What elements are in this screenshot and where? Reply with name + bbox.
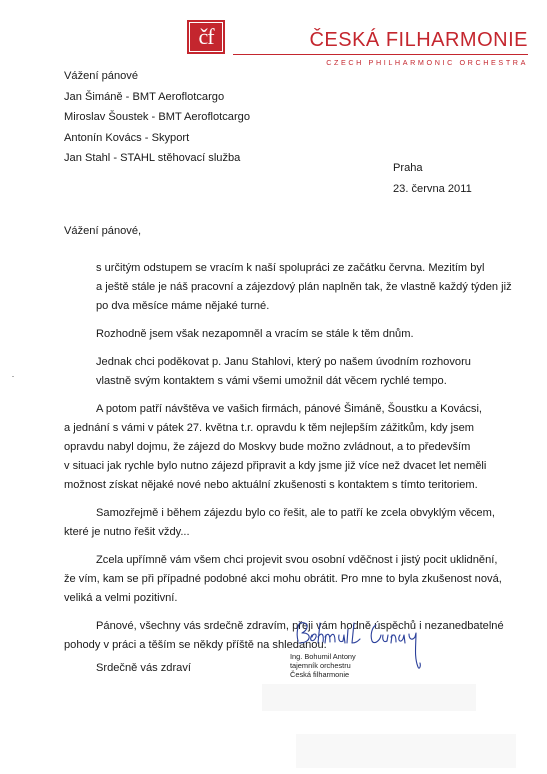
body-line: A potom patří návštěva ve vašich firmách, pánové Šimáně, Šoustku a Kovácsi, <box>96 403 483 415</box>
recipient-line: Antonín Kovács - Skyport <box>64 131 190 144</box>
scan-artifact <box>262 684 476 711</box>
body-line: možnost získat nějaké nové nebo aktuální zkušenosti s kontaktem s tímto teritoriem. <box>64 479 478 491</box>
body-line: Zcela upřímně vám všem chci projevit svou osobní vděčnost i jistý pocit uklidnění, <box>96 554 498 566</box>
scan-artifact <box>296 734 516 768</box>
paragraph <box>96 259 512 316</box>
recipient-block <box>64 66 250 169</box>
signatory-name: Ing. Bohumil Antony <box>290 652 356 661</box>
place-date-block <box>393 158 472 200</box>
body-line: a ještě stále je náš pracovní a zájezdový plán naplněn tak, že vlastně každý týden již <box>96 281 512 293</box>
paragraph <box>64 504 512 542</box>
body-line: že vím, kam se při případné podobné akci mohu obrátit. Pro mne to byla zkušenost nová, <box>64 573 502 585</box>
paragraph <box>96 325 512 344</box>
body-line: po dva měsíce máme nějaké turné. <box>96 300 270 312</box>
paragraph <box>96 353 512 391</box>
signatory-org: Česká filharmonie <box>290 670 350 679</box>
body-line: Samozřejmě i během zájezdu bylo co řešit, ale to patří ke zcela obvyklým věcem, <box>96 507 495 519</box>
recipient-line: Vážení pánové <box>64 70 139 82</box>
body-line: Rozhodně jsem však nezapomněl a vracím se stále k těm dnům. <box>96 328 414 340</box>
date: 23. června 2011 <box>393 183 472 195</box>
body-line: v situaci jak rychle bylo nutno zájezd připravit a kdy jsme již více než dvacet let neměli <box>64 460 487 472</box>
recipient-line: Jan Stahl - STAHL stěhovací služba <box>64 152 241 165</box>
paragraph <box>64 400 512 495</box>
salutation: Vážení pánové, <box>64 225 142 237</box>
body-line: vlastně svým kontaktem s vámi všemi umožnil dát věcem rychlé tempo. <box>96 375 447 387</box>
recipient-line: Jan Šimáně - BMT Aeroflotcargo <box>64 90 225 103</box>
signature-block <box>290 652 356 679</box>
body-line: které je nutno řešit vždy... <box>64 526 190 538</box>
signatory-role: tajemník orchestru <box>290 661 351 670</box>
logo-text: čf <box>198 24 214 49</box>
brand-subtitle: CZECH PHILHARMONIC ORCHESTRA <box>326 58 528 67</box>
place: Praha <box>393 162 423 174</box>
body-line: Pánové, všechny vás srdečně zdravím, přeji vám hodně úspěchů i nezanedbatelné <box>96 620 504 632</box>
scan-speck <box>12 376 14 377</box>
body-line: Srdečně vás zdraví <box>96 662 191 674</box>
logo-mark <box>187 20 225 54</box>
body-line: a jednání s vámi v pátek 27. května t.r. opravdu k těm nejlepším zážitkům, kdy jsem <box>64 422 475 434</box>
brand-name: ČESKÁ FILHARMONIE <box>309 29 528 51</box>
paragraph <box>64 551 512 608</box>
body-line: Jednak chci poděkovat p. Janu Stahlovi, který po našem úvodním rozhovoru <box>96 356 471 368</box>
recipient-line: Miroslav Šoustek - BMT Aeroflotcargo <box>64 111 250 124</box>
brand-divider <box>233 54 528 55</box>
body-line: opravdu nabyl dojmu, že zájezd do Moskvy bude možno zvládnout, a to především <box>64 441 471 453</box>
body-line: pohody v práci a těším se někdy příště na shledanou. <box>64 639 327 651</box>
body-line: veliká a velmi pozitivní. <box>64 592 178 604</box>
body-line: s určitým odstupem se vracím k naší spolupráci ze začátku června. Mezitím byl <box>96 262 485 274</box>
